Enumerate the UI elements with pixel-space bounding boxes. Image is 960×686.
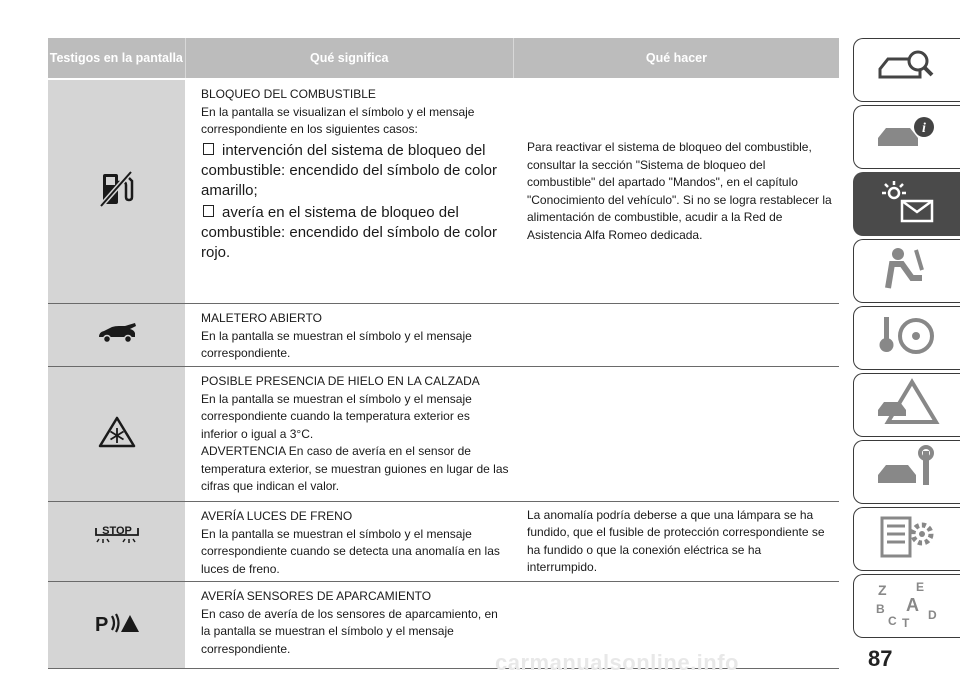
header-col-display: Testigos en la pantalla [49,50,183,65]
chapter-tab-technical-data[interactable] [853,507,960,571]
car-search-icon [872,43,942,98]
bullet-item: avería en el sistema de bloqueo del combustible: encendido del símbolo de color rojo. [201,203,498,261]
row-action: La anomalía podría deberse a que una lámpara se ha fundido, que el fusible de protección correspondiente se ha fundido o que la conexión eléctrica se ha interrumpido. [527,507,825,574]
chapter-tab-starting-driving[interactable] [853,306,960,370]
table-header [48,38,839,80]
svg-text:i: i [922,120,926,136]
watermark: carmanualsonline.info [495,650,739,675]
row-title: BLOQUEO DEL COMBUSTIBLE [201,87,376,101]
svg-text:A: A [906,594,919,615]
table-row [48,502,839,582]
warning-lights-table [48,38,839,669]
trunk-open-icon [96,322,138,349]
icon-cell [48,582,185,668]
icon-cell [48,367,185,501]
row-warning-note: ADVERTENCIA En caso de avería en el sensor de temperatura exterior, se muestran guiones en lugar de las cifras que indican el valor. [201,444,509,493]
row-title: AVERÍA LUCES DE FRENO [201,509,353,523]
seat-airbag-icon [872,244,942,299]
meaning-cell [185,304,513,366]
checkbox-bullet-icon [203,205,214,217]
page-number: 87 [868,646,893,671]
checkbox-bullet-icon [203,143,214,155]
svg-text:E: E [916,579,925,594]
action-cell [513,367,839,501]
icon-cell [48,80,185,303]
meaning-cell [185,502,513,581]
car-wrench-icon [872,445,942,500]
row-meaning: En caso de avería de los sensores de aparcamiento, en la pantalla se muestran el símbolo y el mensaje correspondiente. [201,606,498,656]
chapter-tab-dashboard[interactable] [853,105,960,169]
header-col-meaning: Qué significa [185,38,513,78]
meaning-cell [185,367,513,501]
chapter-tab-knowing-car[interactable] [853,38,960,102]
svg-text:Z: Z [878,581,887,598]
row-title: MALETERO ABIERTO [201,311,322,325]
svg-text:STOP: STOP [101,525,132,537]
parking-sensor-fault-icon [93,610,141,641]
chapter-tab-safety[interactable] [853,239,960,303]
action-cell [513,80,839,303]
icon-cell [48,304,185,366]
svg-text:T: T [902,615,910,629]
warning-light-message-icon [872,177,942,232]
svg-text:D: D [928,607,937,622]
action-cell [513,304,839,366]
svg-text:B: B [876,601,885,616]
stop-lights-icon [93,524,141,559]
header-col-action: Qué hacer [513,38,839,78]
chapter-tab-maintenance[interactable] [853,440,960,504]
car-warning-triangle-icon [872,378,942,433]
row-meaning: En la pantalla se muestran el símbolo y el mensaje correspondiente. [201,328,472,360]
car-info-icon [872,110,942,165]
alphabetical-index-icon [872,579,942,634]
svg-text:C: C [888,613,897,628]
table-row [48,304,839,367]
chapter-tab-emergency[interactable] [853,373,960,437]
row-meaning: En la pantalla se muestran el símbolo y el mensaje correspondiente cuando la temperatura exterior es inferior o igual a 3°C. [201,391,472,441]
row-title: POSIBLE PRESENCIA DE HIELO EN LA CALZADA [201,374,480,388]
meaning-cell [185,582,513,668]
ice-warning-icon [98,416,136,453]
specs-gear-icon [872,512,942,567]
row-meaning: En la pantalla se muestran el símbolo y el mensaje correspondiente cuando se detecta una anomalía en las luces de freno. [201,526,500,576]
icon-cell [48,502,185,581]
row-meaning: En la pantalla se visualizan el símbolo y el mensaje correspondiente en los siguientes casos: [201,104,475,136]
bullet-item: intervención del sistema de bloqueo del combustible: encendido del símbolo de color amarillo; [201,141,498,199]
meaning-cell [185,80,513,303]
key-steering-wheel-icon [872,311,942,366]
table-row [48,367,839,502]
row-title: AVERÍA SENSORES DE APARCAMIENTO [201,589,432,603]
action-cell [513,502,839,581]
row-action: Para reactivar el sistema de bloqueo del combustible, consultar la sección "Sistema de bloqueo del combustible" del apartado "Mandos", en el capítulo "Conocimiento del vehículo". Si no se logra restablecer la alimentación de combustible, acudir a la Red de Asistencia Alfa Romeo dedicada. [527,140,832,242]
fuel-cutoff-warning-icon [97,168,137,215]
table-row [48,80,839,304]
svg-text:P: P [94,613,108,636]
chapter-tab-index[interactable] [853,574,960,638]
chapter-tab-warning-lights[interactable] [853,172,960,236]
